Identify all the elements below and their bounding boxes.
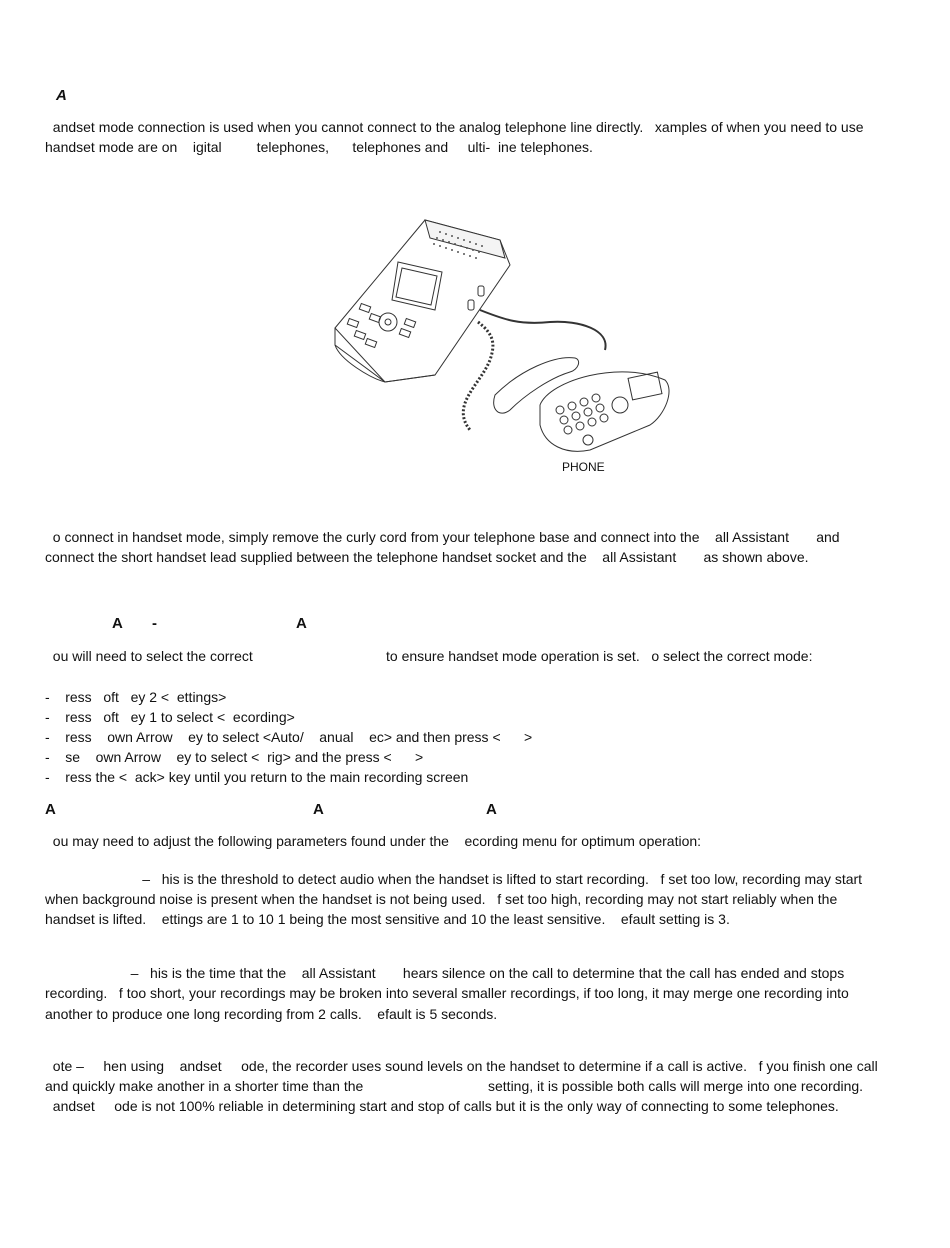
param2-line-1: – his is the time that the all Assistant hears silence on the call to determine that the call has ended and stops [45, 965, 845, 981]
note-line-2-left: and quickly make another in a shorter time than the [45, 1078, 364, 1094]
step-item: - ress the < ack> key until you return to the main recording screen [45, 769, 469, 785]
section-heading: A [56, 87, 67, 104]
note-line-3: andset ode is not 100% reliable in determining start and stop of calls but it is the only way of connecting to some telephones. [45, 1098, 839, 1114]
param1-line-2: when background noise is present when the handset is not being used. f set too high, recording may not start reliably when the [45, 891, 838, 907]
heading3-part-b: A [313, 801, 324, 818]
select-intro-left: ou will need to select the correct [45, 648, 253, 664]
intro-line-2: handset mode are on igital telephones, telephones and ulti- ine telephones. [45, 139, 593, 155]
connect-line-1: o connect in handset mode, simply remove the curly cord from your telephone base and connect into the all Assistant and [45, 529, 840, 545]
note-line-2-right: setting, it is possible both calls will merge into one recording. [488, 1078, 864, 1094]
figure-caption: PHONE [562, 460, 605, 474]
recorder-device-illustration [335, 220, 510, 382]
adjust-intro: ou may need to adjust the following parameters found under the ecording menu for optimum operation: [45, 833, 702, 849]
heading3-part-a: A [45, 801, 56, 818]
step-item: - ress oft ey 2 < ettings> [45, 689, 227, 705]
note-line-1: ote – hen using andset ode, the recorder uses sound levels on the handset to determine if a call is active. f you finish one call [45, 1058, 878, 1074]
heading3-part-c: A [486, 801, 497, 818]
step-item: - se own Arrow ey to select < rig> and the press < > [45, 749, 424, 765]
param1-line-1: – his is the threshold to detect audio when the handset is lifted to start recording. f set too low, recording may start [45, 871, 863, 887]
param1-line-3: handset is lifted. ettings are 1 to 10 1 being the most sensitive and 10 the least sensitive. efault setting is 3. [45, 911, 730, 927]
step-item: - ress own Arrow ey to select <Auto/ anual ec> and then press < > [45, 729, 533, 745]
param2-line-2: recording. f too short, your recordings may be broken into several smaller recordings, if too long, it may merge one recording into [45, 985, 849, 1001]
recorder-phone-diagram [320, 210, 680, 485]
heading2-part-b: - [152, 615, 157, 632]
param2-line-3: another to produce one long recording from 2 calls. efault is 5 seconds. [45, 1006, 498, 1022]
telephone-base-illustration [540, 372, 669, 451]
step-item: - ress oft ey 1 to select < ecording> [45, 709, 295, 725]
connect-line-2: connect the short handset lead supplied between the telephone handset socket and the all Assistant as shown above. [45, 549, 809, 565]
heading2-part-c: A [296, 615, 307, 632]
intro-line-1: andset mode connection is used when you cannot connect to the analog telephone line directly. xamples of when you need to use [45, 119, 864, 135]
select-intro-right: to ensure handset mode operation is set. o select the correct mode: [386, 648, 813, 664]
heading2-part-a: A [112, 615, 123, 632]
